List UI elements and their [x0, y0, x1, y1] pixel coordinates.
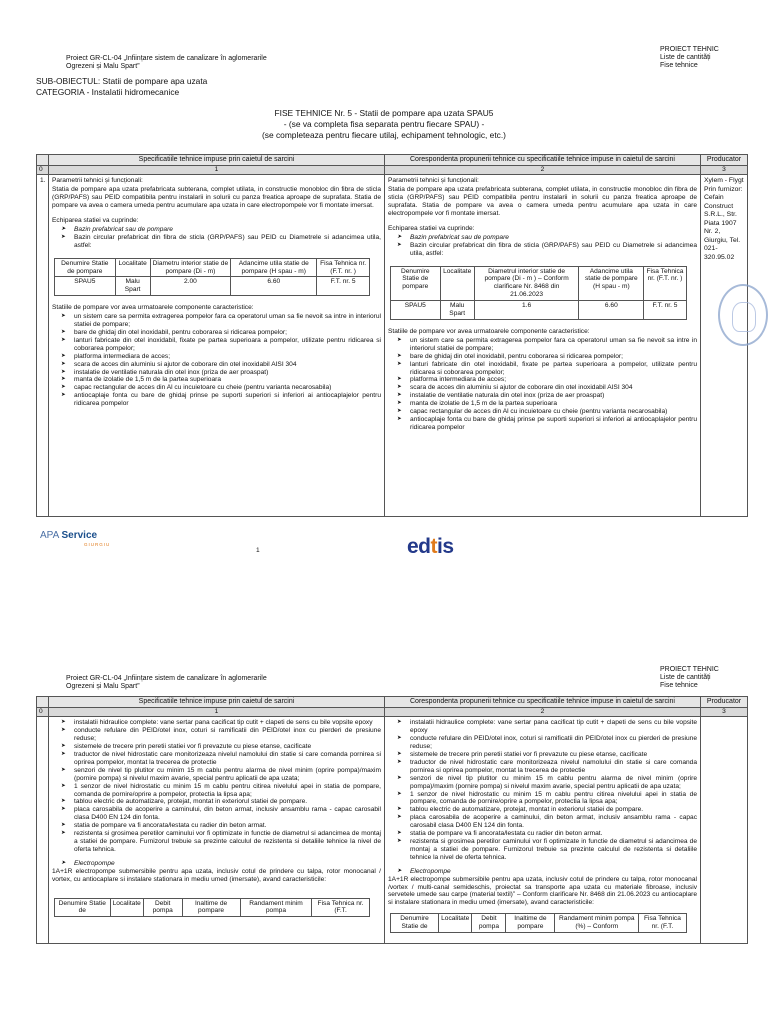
proiect-tehnic-label: PROIECT TEHNIC	[660, 46, 719, 53]
td-denumire: SPAU5	[391, 301, 441, 320]
list-item: ➤ tablou electric de automatizare, protejat, montat in exteriorul statiei de pompare.	[388, 806, 697, 814]
th-localitate: Localitate	[110, 898, 143, 917]
fise-tehnice-label: Fise tehnice	[660, 62, 698, 70]
title-line-2: - (se va completa fisa separata pentru fiecare SPAU) -	[283, 118, 485, 129]
fise-tehnice-label: Fise tehnice	[660, 682, 698, 690]
technical-sheet-table-continued	[36, 696, 748, 944]
bazin-dimensions-table	[390, 266, 687, 320]
th-inaltime: Inaltime de pompare	[506, 914, 555, 933]
categoria: CATEGORIA - Instalatii hidromecanice	[36, 87, 180, 97]
th-adancime: Adancime utila statie de pompare (H spau - m)	[579, 266, 644, 301]
list-item: ➤ senzori de nivel tip plutitor cu minim 15 m cablu pentru alarma de nivel minim (oprire pompa)/maxim (pornire pompa) si nivelul maxim avarie, special pentru aplicatii de apa uzata;	[52, 767, 381, 783]
document-page-2	[0, 640, 768, 1024]
list-item: ➤ instalatie de ventilatie naturala din otel inox (priza de aer proaspat)	[52, 369, 381, 377]
list-item: ➤ traductor de nivel hidrostatic care monitorizeaza nivelul namolului din statie si care comanda pornirea si oprirea pompelor, montat la trecerea de protectie	[52, 751, 381, 767]
col-coresp-head: Corespondenta propunerii tehnice cu specificatiile tehnice impuse in caietul de sarcini	[385, 155, 701, 166]
list-item: ➤ scara de acces din aluminiu si ajutor de coborare din otel inoxidabil AISI 304	[388, 384, 697, 392]
th-denumire: Denumire Statie de	[391, 914, 439, 933]
th-fisa: Fisa Tehnica nr. (F.T.	[312, 898, 369, 917]
coresp-cell-continued	[385, 717, 701, 944]
company-stamp	[718, 284, 768, 346]
th-denumire: Denumire Statie de pompare	[391, 266, 441, 301]
list-item: ➤ capac rectangular de acces din Al cu incuietoare cu cheie (pentru varianta necarosabila)	[52, 384, 381, 392]
list-item: ➤ instalatii hidraulice complete: vane sertar pana cacificat tip cutit + clapeti de sens cu bile vopsite epoxy	[52, 719, 381, 727]
th-denumire: Denumire Statie de pompare	[55, 258, 116, 277]
list-item: ➤ manta de izolatie de 1,5 m de la partea superioara	[388, 400, 697, 408]
electropompe-label: ➤ Electropompe	[388, 868, 697, 876]
intro-text: Statia de pompare apa uzata prefabricata subterana, complet utilata, in constructie monobloc din fibra de sticla (GRP/PAFS) sau PEID compatibila pentru instalarii in solurii cu panza freatica aproape de suprafata. Statia de pompare va avea o camera umeda pentru acumulare apa uzata in care electropompele vor fi montate imersat.	[52, 186, 381, 210]
echiparea-label: Echiparea statiei va cuprinde:	[52, 217, 139, 225]
bazin-dimensions-table	[54, 258, 370, 297]
col-index-2: 2	[385, 166, 701, 175]
bullet-bazin-circular: ➤ Bazin circular prefabricat din fibra de sticla (GRP/PAFS) sau PEID cu Diametrele si adancimea utila, astfel:	[388, 242, 697, 258]
th-diametru: Diametrul interior statie de pompare (Di - m ) – Conform clarificare Nr. 8468 din 21.06.2023	[474, 266, 579, 301]
th-localitate: Localitate	[115, 258, 150, 277]
th-diametru: Diametru interior statie de pompare (Di - m)	[150, 258, 230, 277]
document-type-header	[660, 666, 719, 690]
sub-obiectul: SUB-OBIECTUL: Statii de pompare apa uzata	[36, 76, 208, 86]
td-adancime: 6.60	[231, 277, 317, 296]
title-line-3: (se completeaza pentru fiecare utilaj, echipament tehnologic, etc.)	[262, 129, 506, 140]
td-fisa: F.T. nr. 5	[317, 277, 369, 296]
list-item: ➤ lanturi fabricate din otel inoxidabil, fixate pe partea superioara a pompelor, utilizate pentru ridicarea si coborarea pompelor;	[388, 361, 697, 377]
edtis-logo-part: ed	[407, 535, 431, 558]
list-item: ➤ tablou electric de automatizare, protejat, montat in exteriorul statiei de pompare.	[52, 798, 381, 806]
col-index-1: 1	[49, 708, 385, 717]
electropompe-text: 1A+1R electropompe submersibile pentru apa uzata, inclusiv cotul de prindere cu talpa, rotor monocanal /vortex / multi-canal semideschis, proiectat sa transporte apa uzata cu materiale fibroase, inclusiv servetele umede sau carpe (material textil)” – Conform clarificare Nr. 8468 din 21.06.2023 cu antiocaplare si instalare stationara in mediu umed (imersate), avand caracteristicile:	[388, 875, 697, 907]
th-randament: Randament minim pompa (%) – Conform	[555, 914, 639, 933]
col-no-head	[37, 155, 49, 166]
list-item: ➤ un sistem care sa permita extragerea pompelor fara ca operatorul uman sa fie nevoit sa intre in interiorul statiei de pompare;	[52, 313, 381, 329]
giurgiu-logo-text: GIURGIU	[84, 542, 111, 547]
list-item: ➤ antiocaplaje fonta cu bare de ghidaj prinse pe suporti superiori si inferiori ai antiocaplajelor pentru ridicarea pompelor	[52, 392, 381, 408]
project-line-2: Ogrezeni și Malu Spart”	[66, 683, 140, 691]
col-index-3: 3	[701, 166, 748, 175]
list-item: ➤ sistemele de trecere prin peretii statiei vor fi prevazute cu piese etanse, cacificate	[52, 743, 381, 751]
components-list	[388, 719, 697, 861]
edtis-logo-accent: t	[430, 535, 438, 558]
th-fisa: Fisa Tehnica nr. (F.T. nr. )	[644, 266, 686, 301]
list-item: ➤ instalatii hidraulice complete: vane sertar pana cacificat tip cutit + clapeti de sens cu bile vopsite epoxy	[388, 719, 697, 735]
list-item: ➤ 1 senzor de nivel hidrostatic cu minim 15 m cablu pentru citirea nivelului apei in statia de pompare, comanda de pornire/oprire a pompelor, protectia la lipsa apa;	[52, 783, 381, 799]
apa-service-logo	[40, 530, 110, 547]
th-inaltime: Inaltime de pompare	[182, 898, 240, 917]
th-localitate: Localitate	[439, 914, 472, 933]
spec-cell	[49, 175, 385, 517]
col-spec-head: Specificatiile tehnice impuse prin caietul de sarcini	[49, 697, 385, 708]
th-fisa: Fisa Tehnica nr. (F.T. nr. )	[317, 258, 369, 277]
col-producer-head: Producator	[701, 155, 748, 166]
document-titles	[0, 108, 768, 141]
bullet-bazin: ➤ Bazin prefabricat sau de pompare	[388, 234, 697, 242]
list-item: ➤ rezistenta si grosimea peretilor caminului vor fi optimizate in functie de diametrul si adancimea de montaj a statiei de pompare. Furnizorul trebuie sa prezinte calculul de rezistenta si detaliile tehnice la nivel de oferta tehnica.	[388, 838, 697, 862]
th-randament: Randament minim pompa	[240, 898, 312, 917]
th-adancime: Adancime utila statie de pompare (H spau - m)	[231, 258, 317, 277]
spec-cell-continued	[49, 717, 385, 944]
list-item: ➤ lanturi fabricate din otel inoxidabil, fixate pe partea superioara a pompelor, utilizate pentru ridicarea si coborarea pompelor;	[52, 337, 381, 353]
echiparea-label: Echiparea statiei va cuprinde:	[388, 224, 475, 232]
list-item: ➤ statia de pompare va fi ancorata/lestata cu radier din beton armat.	[388, 830, 697, 838]
document-type-header	[660, 46, 719, 70]
bullet-bazin: ➤ Bazin prefabricat sau de pompare	[52, 226, 381, 234]
col-spec-head: Specificatiile tehnice impuse prin caietul de sarcini	[49, 155, 385, 166]
param-title: Parametrii tehnici și funcționali:	[52, 177, 143, 185]
proiect-tehnic-label: PROIECT TEHNIC	[660, 666, 719, 673]
col-index-1: 1	[49, 166, 385, 175]
col-index-3: 3	[701, 708, 748, 717]
td-localitate: Malu Spart	[115, 277, 150, 296]
components-list	[52, 313, 381, 408]
td-fisa: F.T. nr. 5	[644, 301, 686, 320]
list-item: ➤ placa carosabila de acoperire a caminului, din beton armat, inclusiv ansamblu rama - capac carosabil clasa D400 EN 124 din fonta.	[52, 806, 381, 822]
components-list	[388, 337, 697, 432]
intro-text: Statia de pompare apa uzata prefabricata subterana, complet utilata, in constructie monobloc din fibra de sticla (GRP/PAFS) sau PEID compatibila pentru instalarii in solurii cu panza freatica aproape de suprafata. Statia de pompare va avea o camera umeda pentru acumulare apa uzata in care electropompele vor fi montate imersat.	[388, 186, 697, 218]
electropompe-label: ➤ Electropompe	[52, 860, 381, 868]
liste-cantitati-label: Liste de cantități	[660, 674, 711, 682]
edtis-logo	[407, 534, 454, 559]
td-localitate: Malu Spart	[440, 301, 474, 320]
list-item: ➤ platforma intermediara de acces;	[388, 376, 697, 384]
electropompe-text: 1A+1R electropompe submersibile pentru apa uzata, inclusiv cotul de prindere cu talpa, rotor monocanal / vortex, cu antiocaplare si instalare stationara in mediu umed (imersate), avand caracteristicile:	[52, 867, 381, 883]
list-item: ➤ traductor de nivel hidrostatic care monitorizeaza nivelul namolului din statie si care comanda pornirea si oprirea pompelor, montat la trecerea de protectie	[388, 759, 697, 775]
project-line-2: Ogrezeni și Malu Spart”	[66, 63, 140, 71]
list-item: ➤ instalatie de ventilatie naturala din otel inox (priza de aer proaspat)	[388, 392, 697, 400]
list-item: ➤ bare de ghidaj din otel inoxidabil, pentru coborarea si ridicarea pompelor;	[388, 353, 697, 361]
list-item: ➤ senzori de nivel tip plutitor cu minim 15 m cablu pentru alarma de nivel minim (oprire pompa)/maxim (pornire pompa) si nivelul maxim avarie, special pentru aplicatii de apa uzata;	[388, 775, 697, 791]
row-number: 1.	[37, 175, 49, 517]
bullet-bazin-circular: ➤ Bazin circular prefabricat din fibra de sticla (GRP/PAFS) sau PEID cu Diametrele si adancimea utila, astfel:	[52, 234, 381, 250]
list-item: ➤ rezistenta si grosimea peretilor caminului vor fi optimizate in functie de diametrul si adancimea de montaj a statiei de pompare. Furnizorul trebuie sa prezinte calculul de rezistenta si detaliile tehnice la nivel de oferta tehnica.	[52, 830, 381, 854]
td-diametru: 1.6	[474, 301, 579, 320]
project-header	[66, 55, 267, 71]
th-fisa: Fisa Tehnica nr. (F.T.	[639, 914, 686, 933]
coresp-cell	[385, 175, 701, 517]
list-item: ➤ 1 senzor de nivel hidrostatic cu minim 15 m cablu pentru citirea nivelului apei in statia de pompare, comanda de pornire/oprire a pompelor, protectia la lipsa apa;	[388, 791, 697, 807]
pump-table	[54, 898, 370, 918]
list-item: ➤ platforma intermediara de acces;	[52, 353, 381, 361]
list-item: ➤ scara de acces din aluminiu si ajutor de coborare din otel inoxidabil AISI 304	[52, 361, 381, 369]
pump-table	[390, 913, 687, 933]
col-no-head	[37, 697, 49, 708]
th-debit: Debit pompa	[472, 914, 506, 933]
list-item: ➤ antiocaplaje fonta cu bare de ghidaj prinse pe suporti superiori si inferiori ai antiocaplajelor pentru ridicarea pompelor	[388, 416, 697, 432]
project-line-1: Proiect GR-CL-04 „Inființare sistem de canalizare în aglomerarile	[66, 55, 267, 62]
td-adancime: 6.60	[579, 301, 644, 320]
col-index-2: 2	[385, 708, 701, 717]
list-item: ➤ statia de pompare va fi ancorata/lestata cu radier din beton armat.	[52, 822, 381, 830]
technical-sheet-table	[36, 154, 748, 517]
components-title: Statiile de pompare vor avea urmatoarele componente caracteristice:	[388, 327, 590, 335]
list-item: ➤ placa carosabila de acoperire a caminului, din beton armat, inclusiv ansamblu rama - capac carosabil clasa D400 EN 124 din fonta.	[388, 814, 697, 830]
components-title: Statiile de pompare vor avea urmatoarele componente caracteristice:	[52, 304, 254, 312]
td-diametru: 2.00	[150, 277, 230, 296]
components-list	[52, 719, 381, 853]
col-producer-head: Producator	[701, 697, 748, 708]
param-title: Parametrii tehnici și funcționali:	[388, 177, 479, 185]
page-number: 1	[256, 547, 260, 554]
col-coresp-head: Corespondenta propunerii tehnice cu specificatiile tehnice impuse in caietul de sarcini	[385, 697, 701, 708]
td-denumire: SPAU5	[55, 277, 116, 296]
col-index-0: 0	[37, 166, 49, 175]
list-item: ➤ manta de izolatie de 1,5 m de la partea superioara	[52, 376, 381, 384]
project-header	[66, 675, 267, 691]
page-gap	[0, 580, 768, 640]
list-item: ➤ sistemele de trecere prin peretii statiei vor fi prevazute cu piese etanse, cacificate	[388, 751, 697, 759]
edtis-logo-part: is	[437, 535, 454, 558]
th-denumire: Denumire Statie de	[55, 898, 111, 917]
project-line-1: Proiect GR-CL-04 „Inființare sistem de canalizare în aglomerarile	[66, 675, 267, 682]
list-item: ➤ conducte refulare din PEID/otel inox, coturi si ramificatii din PEID/otel inox cu pierderi de presiune reduse;	[52, 727, 381, 743]
title-line-1: FISE TEHNICE Nr. 5 - Statii de pompare apa uzata SPAU5	[274, 108, 494, 118]
th-debit: Debit pompa	[143, 898, 182, 917]
producer-text: Xylem - Flygt Prin furnizor: Cefain Construct S.R.L., Str. Piata 1907 Nr. 2, Giurgiu, Tel. 021-320.95.02	[704, 177, 744, 261]
list-item: ➤ conducte refulare din PEID/otel inox, coturi si ramificatii din PEID/otel inox cu pierderi de presiune reduse;	[388, 735, 697, 751]
apa-logo-text: APA	[40, 530, 59, 541]
list-item: ➤ un sistem care sa permita extragerea pompelor fara ca operatorul uman sa fie nevoit sa intre in interiorul statiei de pompare;	[388, 337, 697, 353]
th-localitate: Localitate	[440, 266, 474, 301]
list-item: ➤ bare de ghidaj din otel inoxidabil, pentru coborarea si ridicarea pompelor;	[52, 329, 381, 337]
list-item: ➤ capac rectangular de acces din Al cu incuietoare cu cheie (pentru varianta necarosabila)	[388, 408, 697, 416]
col-index-0: 0	[37, 708, 49, 717]
liste-cantitati-label: Liste de cantități	[660, 54, 711, 62]
service-logo-text: Service	[61, 530, 98, 541]
